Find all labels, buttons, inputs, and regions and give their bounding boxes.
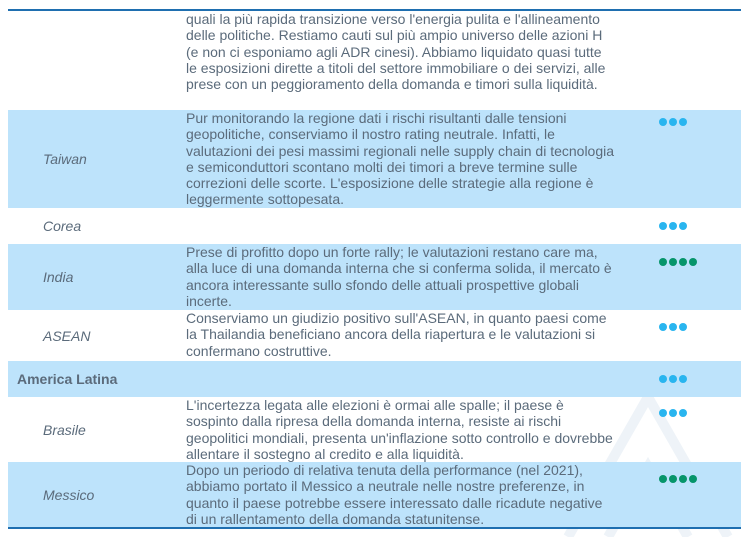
rating-dot [669, 258, 677, 266]
outlook-table [8, 9, 741, 529]
row-name: Corea [43, 218, 82, 234]
rating-dot [679, 258, 687, 266]
rating-dot [669, 475, 677, 483]
rating-dots [659, 258, 697, 266]
row-name: India [43, 269, 74, 285]
table-row-brasile [8, 397, 741, 462]
table-row-china-continued [8, 11, 741, 110]
row-name: Brasile [43, 421, 86, 438]
row-name: Messico [43, 486, 95, 503]
rating-dot [659, 118, 667, 126]
rating-dot [659, 258, 667, 266]
rating-dots [659, 222, 687, 230]
row-description: Conserviamo un giudizio positivo sull'ASEAN, in quanto paesi come la Thailandia beneficiano ancora della riapertura e le valutazioni si confermano costruttive. [186, 310, 607, 359]
rating-dot [679, 222, 687, 230]
rating-dot [669, 409, 677, 417]
row-name: ASEAN [43, 327, 91, 344]
rating-dot [659, 475, 667, 483]
row-name: Taiwan [43, 151, 87, 167]
rating-dot [659, 323, 667, 331]
table-row-asean [8, 310, 741, 361]
row-description: quali la più rapida transizione verso l'energia pulita e l'allineamento delle politiche. Restiamo cauti sul più ampio universo delle azioni H (e non ci esponiamo agli ADR cinesi). Abbiamo liquidato quasi tutte le esposizioni dirette a titoli del settore immobiliare o dei servizi, alle prese con un peggioramento della domanda e timori sulla liquidità. [186, 11, 606, 93]
row-description: Prese di profitto dopo un forte rally; le valutazioni restano care ma, alla luce di una domanda interna che si conferma solida, il mercato è ancora interessante sullo sfondo delle attuali prospettive globali incerte. [186, 244, 612, 309]
table-row-taiwan [8, 110, 741, 208]
table-row-corea [8, 208, 741, 244]
table-row-messico [8, 462, 741, 527]
rating-dot [689, 475, 697, 483]
rating-dot [679, 409, 687, 417]
rating-dot [659, 409, 667, 417]
rating-dots [659, 323, 687, 331]
rating-dots [659, 118, 687, 126]
rating-dots [659, 475, 697, 483]
rating-dot [679, 375, 687, 383]
rating-dot [679, 118, 687, 126]
rating-dots [659, 409, 687, 417]
rating-dot [659, 222, 667, 230]
rating-dot [679, 323, 687, 331]
row-description: Dopo un periodo di relativa tenuta della performance (nel 2021), abbiamo portato il Messico a neutrale nelle nostre preferenze, in quanto il paese potrebbe essere interessato dalle ricadute negative di un rallentamento della domanda statunitense. [186, 462, 603, 527]
rating-dot [669, 323, 677, 331]
row-description: Pur monitorando la regione dati i rischi risultanti dalle tensioni geopolitiche, conserviamo il nostro rating neutrale. Infatti, le valutazioni dei pesi massimi regionali nelle supply chain di tecnologia e semiconduttori scontano molti dei timori a breve termine sulle correzioni delle scorte. L'esposizione delle strategie alla regione è leggermente sottopesata. [186, 110, 615, 208]
row-description: L'incertezza legata alle elezioni è ormai alle spalle; il paese è sospinto dalla ripresa della domanda interna, resiste ai rischi geopolitici mondiali, presenta un'inflazione sotto controllo e dovrebbe allentare il sostegno al credito e alla liquidità. [186, 397, 613, 462]
table-row-india [8, 244, 741, 310]
rating-dot [679, 475, 687, 483]
rating-dot [689, 258, 697, 266]
region-name: America Latina [17, 371, 118, 387]
rating-dot [669, 118, 677, 126]
rating-dot [669, 222, 677, 230]
rating-dot [669, 375, 677, 383]
rating-dots [659, 375, 687, 383]
table-row-america-latina [8, 361, 741, 397]
rating-dot [659, 375, 667, 383]
